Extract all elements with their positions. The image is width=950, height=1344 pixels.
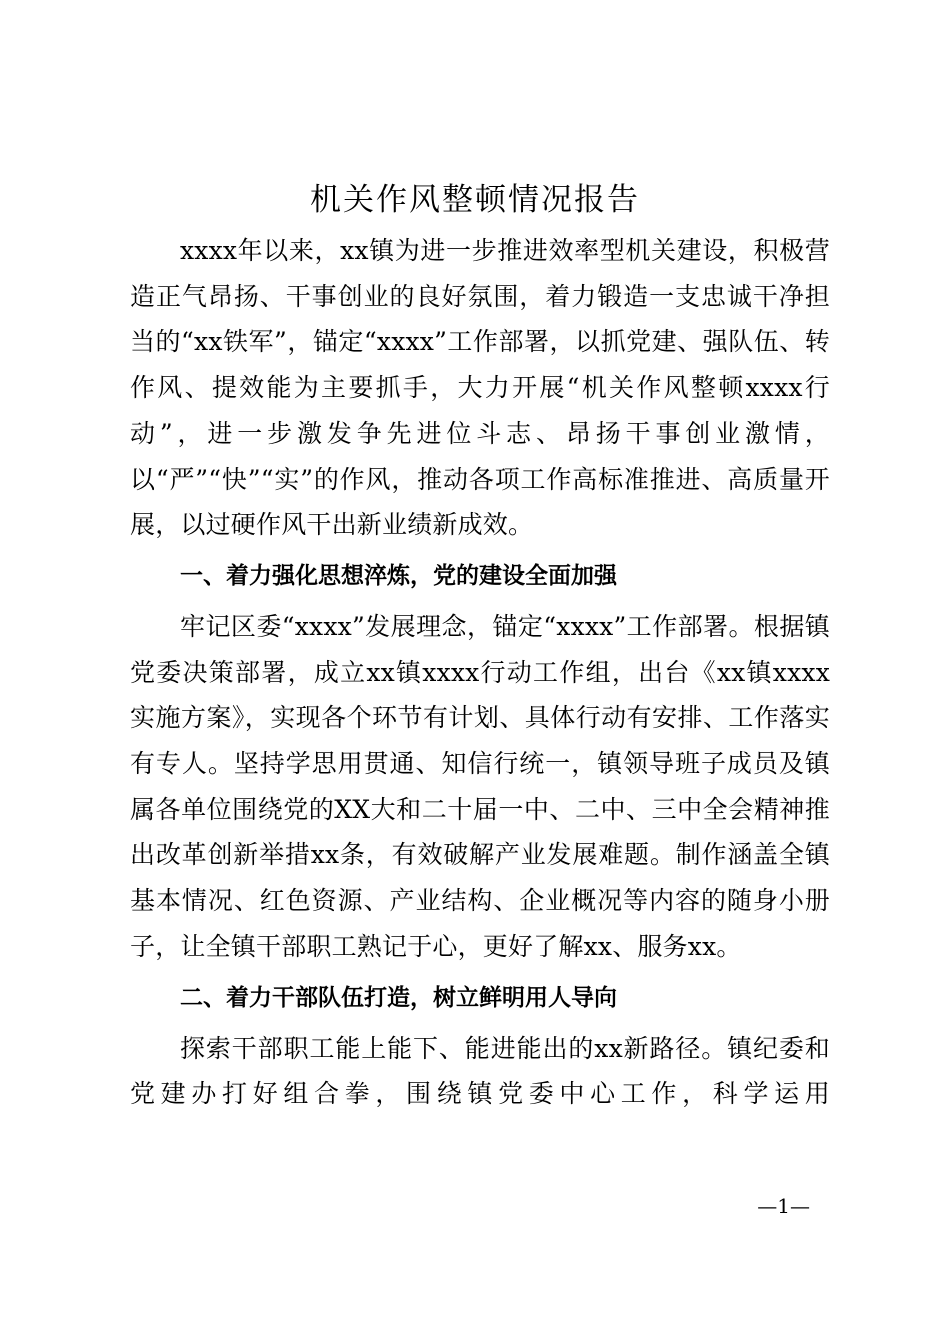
section-heading-1: 一、着力强化思想淬炼，党的建设全面加强 xyxy=(180,562,617,589)
section-heading-2: 二、着力干部队伍打造，树立鲜明用人导向 xyxy=(180,984,617,1011)
intro-paragraph: xxxx年以来，xx镇为进一步推进效率型机关建设，积极营造正气昂扬、干事创业的良好氛围，着力锻造一支忠诚干净担当的“xx铁军”，锚定“xxxx”工作部署，以抓党建、强队伍、转作风、提效能为主要抓手，大力开展“机关作风整顿xxxx行动”，进一步激发争先进位斗志、昂扬干事创业激情，以“严”“快”“实”的作风，推动各项工作高标准推进、高质量开展，以过硬作风干出新业绩新成效。 xyxy=(130,236,830,540)
document-body xyxy=(130,228,830,1117)
page-number: —1— xyxy=(757,1194,810,1218)
section-body-1: 牢记区委“xxxx”发展理念，锚定“xxxx”工作部署。根据镇党委决策部署，成立xx镇xxxx行动工作组，出台《xx镇xxxx实施方案》，实现各个环节有计划、具体行动有安排、工作落实有专人。坚持学思用贯通、知信行统一，镇领导班子成员及镇属各单位围绕党的XX大和二十届一中、二中、三中全会精神推出改革创新举措xx条，有效破解产业发展难题。制作涵盖全镇基本情况、红色资源、产业结构、企业概况等内容的随身小册子，让全镇干部职工熟记于心，更好了解xx、服务xx。 xyxy=(130,611,830,961)
section-body-2: 探索干部职工能上能下、能进能出的xx新路径。镇纪委和党建办打好组合拳，围绕镇党委中心工作，科学运用 xyxy=(130,1033,830,1109)
document-title: 机关作风整顿情况报告 xyxy=(310,182,640,218)
